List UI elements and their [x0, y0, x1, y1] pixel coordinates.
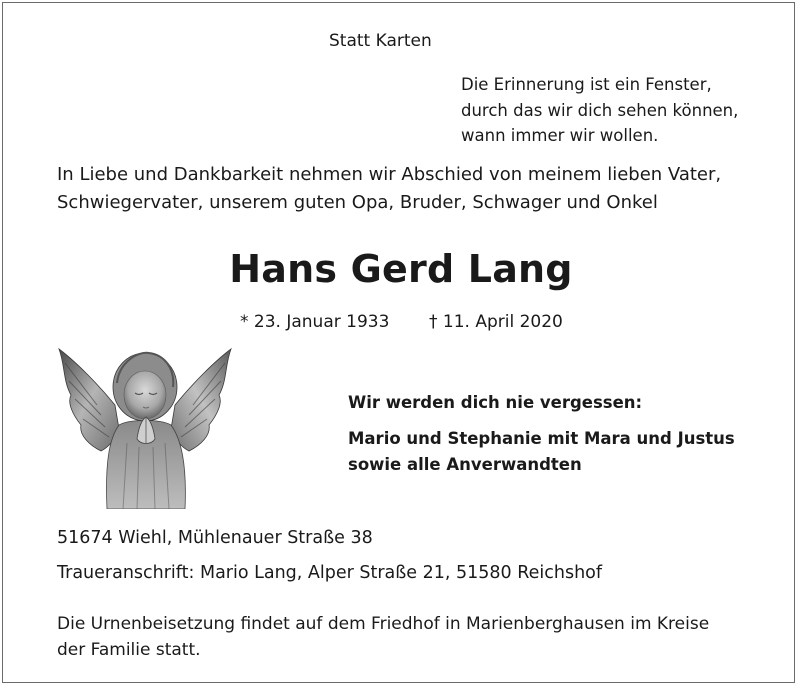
residence-address: 51674 Wiehl, Mühlenauer Straße 38 [57, 528, 373, 548]
memorial-quote [461, 72, 738, 149]
mourners-line: Mario und Stephanie mit Mara und Justus [348, 429, 735, 448]
death-date: † 11. April 2020 [429, 312, 563, 332]
farewell-heading: Wir werden dich nie vergessen: [348, 393, 643, 412]
intro-line: In Liebe und Dankbarkeit nehmen wir Abschied von meinem lieben Vater, [57, 164, 722, 185]
mourners-line: sowie alle Anverwandten [348, 454, 582, 474]
mourners-list [348, 426, 735, 477]
burial-line: der Familie statt. [57, 640, 201, 660]
burial-notice [57, 611, 709, 663]
intro-line: Schwiegervater, unserem guten Opa, Bruder, Schwager und Onkel [57, 191, 658, 213]
quote-line: Die Erinnerung ist ein Fenster, [461, 75, 712, 94]
mourning-address: Traueranschrift: Mario Lang, Alper Straße 21, 51580 Reichshof [57, 563, 603, 583]
intro-text [57, 161, 721, 216]
quote-line: wann immer wir wollen. [461, 126, 659, 145]
birth-date: * 23. Januar 1933 [240, 312, 390, 332]
deceased-name: Hans Gerd Lang [229, 247, 573, 291]
quote-line: durch das wir dich sehen können, [461, 100, 739, 120]
burial-line: Die Urnenbeisetzung findet auf dem Friedhof in Marienberghausen im Kreise [57, 614, 710, 634]
notice-header: Statt Karten [329, 31, 432, 51]
angel-statue-image [57, 343, 233, 509]
